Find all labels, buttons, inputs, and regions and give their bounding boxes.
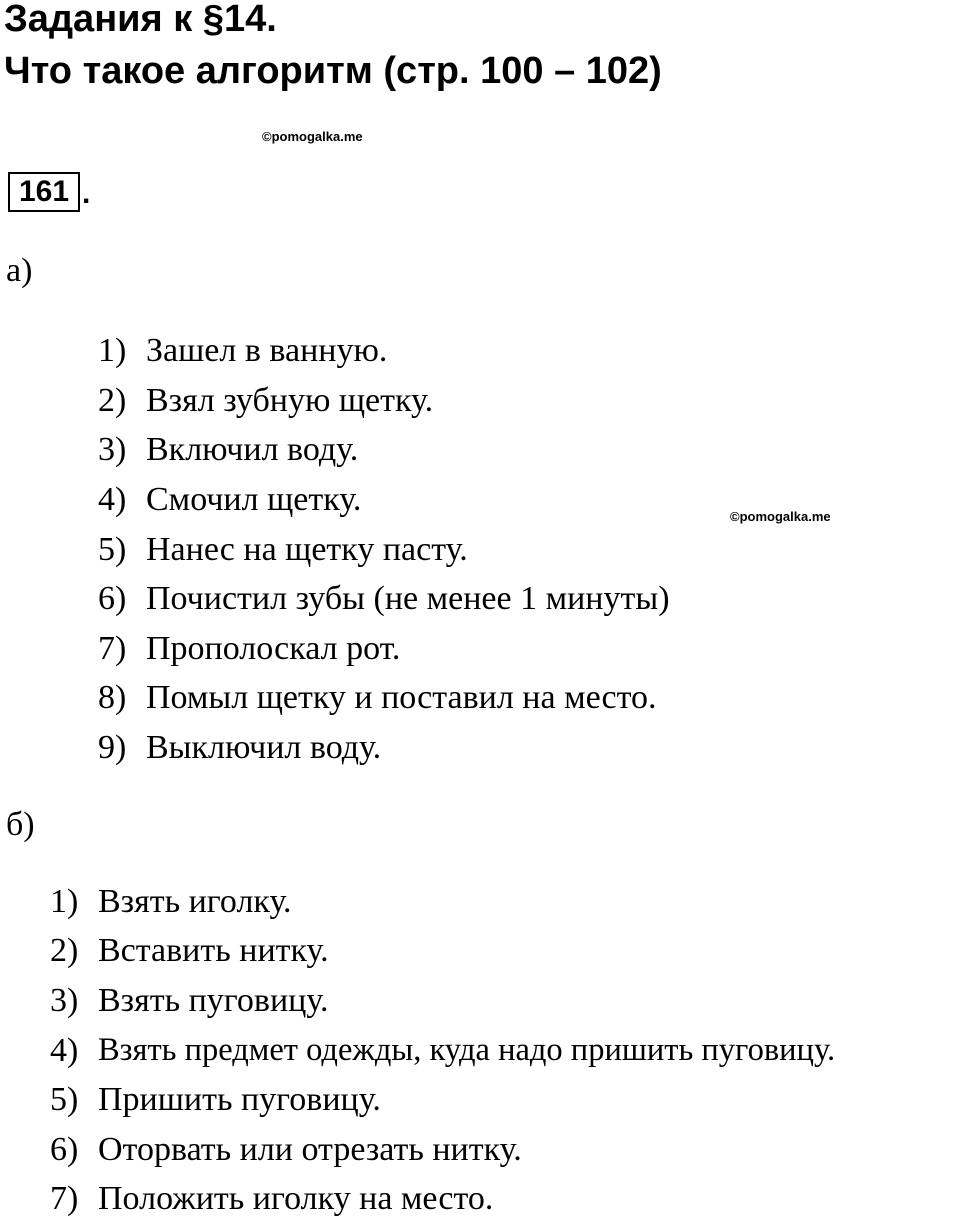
item-number: 9) xyxy=(98,729,127,766)
item-number: 1) xyxy=(98,332,127,369)
page-subtitle: Что такое алгоритм (стр. 100 – 102) xyxy=(4,50,662,92)
item-text: Оторвать или отрезать нитку. xyxy=(98,1131,522,1168)
item-text: Вставить нитку. xyxy=(98,932,329,969)
item-text: Нанес на щетку пасту. xyxy=(146,531,468,568)
item-number: 4) xyxy=(50,1032,79,1069)
watermark-middle: ©pomogalka.me xyxy=(730,509,831,524)
item-text: Взять иголку. xyxy=(98,883,292,920)
item-text: Включил воду. xyxy=(146,431,359,468)
item-number: 5) xyxy=(50,1081,79,1118)
item-number: 6) xyxy=(98,580,127,617)
part-a-label: а) xyxy=(6,252,33,289)
item-number: 3) xyxy=(50,982,79,1019)
item-number: 3) xyxy=(98,431,127,468)
part-b-label: б) xyxy=(6,806,35,843)
item-number: 6) xyxy=(50,1131,79,1168)
item-text: Пришить пуговицу. xyxy=(98,1081,381,1118)
item-text: Взять пуговицу. xyxy=(98,982,329,1019)
item-text: Смочил щетку. xyxy=(146,481,362,518)
item-text: Взять предмет одежды, куда надо пришить пуговицу. xyxy=(98,1032,836,1068)
item-number: 8) xyxy=(98,679,127,716)
item-text: Выключил воду. xyxy=(146,729,382,766)
item-number: 2) xyxy=(50,932,79,969)
item-number: 7) xyxy=(98,630,127,667)
item-number: 2) xyxy=(98,382,127,419)
item-text: Прополоскал рот. xyxy=(146,630,401,667)
item-number: 7) xyxy=(50,1180,79,1217)
page-title: Задания к §14. xyxy=(4,0,277,40)
item-number: 4) xyxy=(98,481,127,518)
task-number-box: 161 xyxy=(8,172,80,212)
item-number: 5) xyxy=(98,531,127,568)
item-number: 1) xyxy=(50,883,79,920)
item-text: Положить иголку на место. xyxy=(98,1180,494,1217)
item-text: Зашел в ванную. xyxy=(146,332,388,369)
task-number-dot: . xyxy=(82,177,91,210)
item-text: Помыл щетку и поставил на место. xyxy=(146,679,657,716)
item-text: Почистил зубы (не менее 1 минуты) xyxy=(146,580,670,617)
item-text: Взял зубную щетку. xyxy=(146,382,434,419)
watermark-top: ©pomogalka.me xyxy=(262,129,363,144)
